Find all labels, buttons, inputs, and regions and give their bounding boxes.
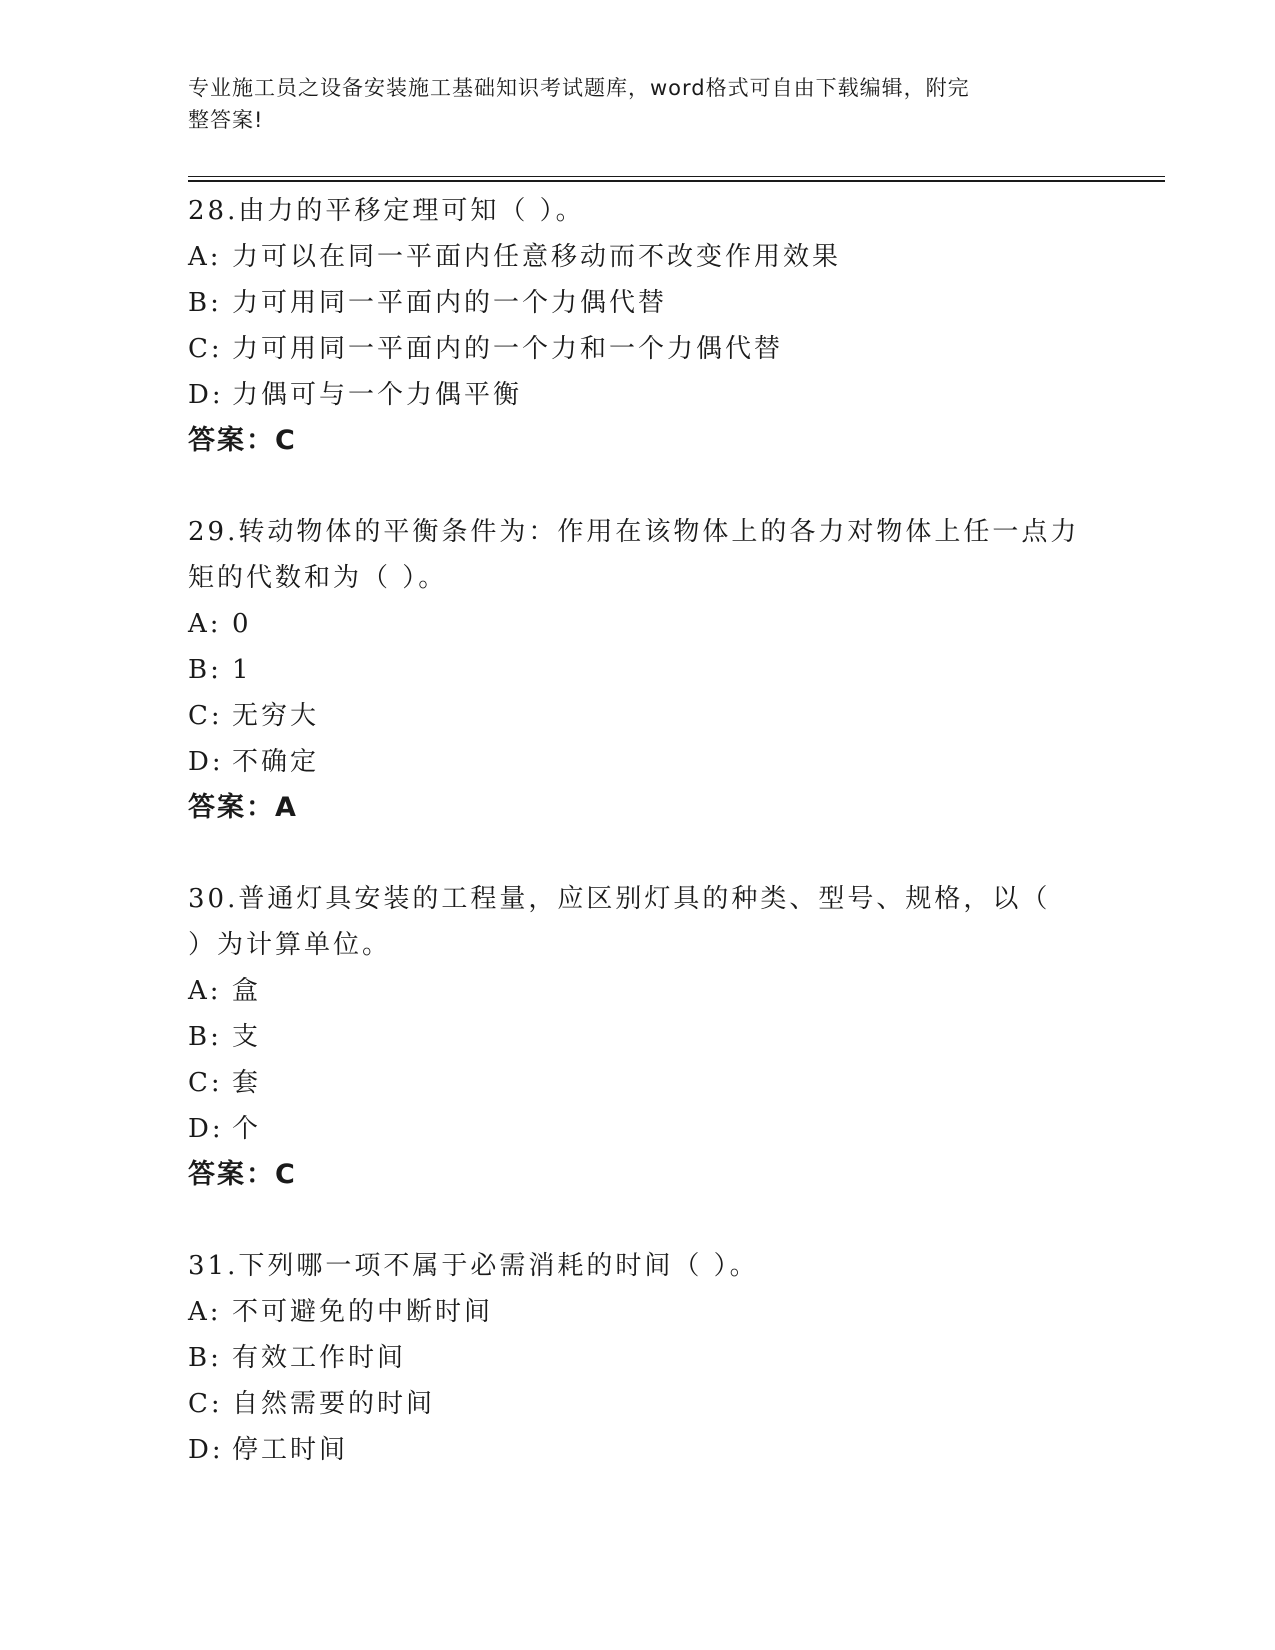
question-stem-line: 28.由力的平移定理可知（ ）。	[188, 196, 585, 226]
option-b	[188, 647, 1088, 693]
question-stem-line: 30.普通灯具安装的工程量，应区别灯具的种类、型号、规格，以（	[188, 884, 1051, 914]
question-stem-line: ）为计算单位。	[188, 930, 392, 960]
question-stem-line: 31.下列哪一项不属于必需消耗的时间（ ）。	[188, 1251, 759, 1281]
option-letter: B:	[188, 655, 222, 685]
option-letter: B:	[188, 1022, 222, 1052]
option-text: 盒	[232, 976, 262, 1006]
option-letter: A:	[188, 1297, 222, 1327]
question-28	[188, 188, 1088, 464]
option-letter: C:	[188, 701, 223, 731]
option-letter: B:	[188, 1343, 222, 1373]
option-text: 无穷大	[232, 701, 320, 731]
option-a	[188, 1289, 1088, 1335]
question-31	[188, 1243, 1088, 1473]
option-a	[188, 601, 1088, 647]
option-text: 套	[232, 1068, 262, 1098]
option-text: 支	[232, 1022, 262, 1052]
option-letter: C:	[188, 1389, 223, 1419]
option-a	[188, 968, 1088, 1014]
option-letter: D:	[188, 747, 224, 777]
header-divider-thin	[188, 176, 1165, 177]
option-text: 力可用同一平面内的一个力和一个力偶代替	[232, 334, 784, 364]
option-letter: D:	[188, 1114, 224, 1144]
question-list	[188, 188, 1088, 1518]
question-stem-line: 29.转动物体的平衡条件为：作用在该物体上的各力对物体上任一点力	[188, 517, 1080, 547]
option-text: 自然需要的时间	[232, 1389, 436, 1419]
option-b	[188, 280, 1088, 326]
option-letter: D:	[188, 1435, 224, 1465]
option-d	[188, 1427, 1088, 1473]
header-line-1: 专业施工员之设备安装施工基础知识考试题库，word格式可自由下载编辑，附完	[188, 76, 970, 100]
option-letter: C:	[188, 334, 223, 364]
answer-line: 答案：A	[188, 792, 298, 823]
option-c	[188, 1060, 1088, 1106]
option-b	[188, 1014, 1088, 1060]
option-text: 个	[232, 1114, 262, 1144]
option-text: 力可用同一平面内的一个力偶代替	[232, 288, 668, 318]
document-header	[188, 72, 1088, 136]
option-b	[188, 1335, 1088, 1381]
option-letter: A:	[188, 242, 222, 272]
option-d	[188, 739, 1088, 785]
question-29	[188, 509, 1088, 831]
answer-line: 答案：C	[188, 1159, 297, 1190]
header-line-2: 整答案!	[188, 108, 264, 132]
option-d	[188, 372, 1088, 418]
header-divider-thick	[188, 180, 1165, 182]
option-c	[188, 693, 1088, 739]
option-text: 力可以在同一平面内任意移动而不改变作用效果	[232, 242, 842, 272]
option-text: 有效工作时间	[232, 1343, 407, 1373]
option-letter: A:	[188, 609, 222, 639]
option-text: 不确定	[232, 747, 320, 777]
question-30	[188, 876, 1088, 1198]
option-c	[188, 1381, 1088, 1427]
option-a	[188, 234, 1088, 280]
option-letter: A:	[188, 976, 222, 1006]
option-text: 0	[232, 609, 252, 639]
option-text: 1	[232, 655, 252, 685]
option-c	[188, 326, 1088, 372]
option-text: 不可避免的中断时间	[232, 1297, 494, 1327]
answer-line: 答案：C	[188, 425, 297, 456]
option-letter: C:	[188, 1068, 223, 1098]
question-stem-line: 矩的代数和为（ ）。	[188, 563, 448, 593]
option-text: 停工时间	[232, 1435, 349, 1465]
option-letter: D:	[188, 380, 224, 410]
option-d	[188, 1106, 1088, 1152]
option-letter: B:	[188, 288, 222, 318]
option-text: 力偶可与一个力偶平衡	[232, 380, 523, 410]
